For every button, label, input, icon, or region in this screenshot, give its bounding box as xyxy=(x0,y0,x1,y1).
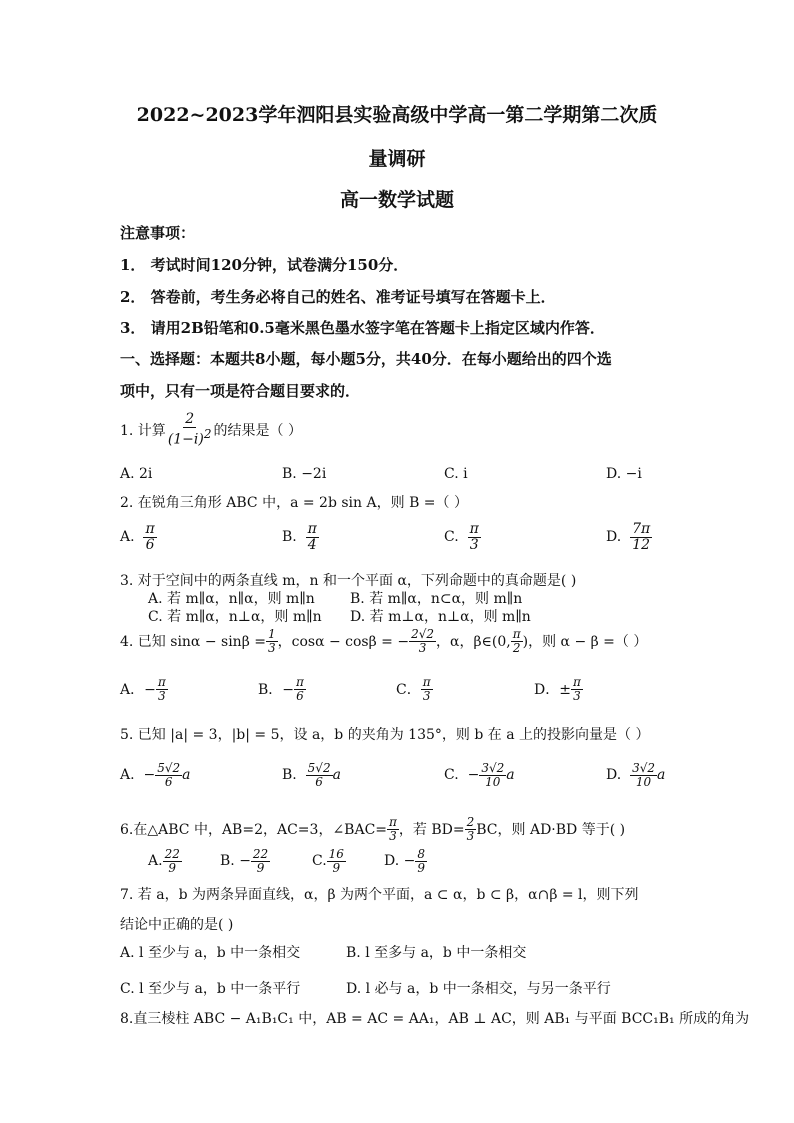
q2-b-fraction xyxy=(306,522,319,552)
q4-frac1-den: 3 xyxy=(267,640,276,655)
q4-a-den: 3 xyxy=(157,688,166,703)
q2-option-b xyxy=(282,522,319,552)
q6-part1: 6.在△ABC 中，AB=2，AC=3，∠BAC= xyxy=(120,822,388,839)
exam-title-line2: 量调研 xyxy=(368,148,426,170)
q5-d-num: 3√2 xyxy=(632,761,656,775)
q5-b-num: 5√2 xyxy=(307,761,331,775)
q2-c-letter: C. xyxy=(444,529,459,546)
q2-c-num: π xyxy=(469,521,479,537)
q4-option-a xyxy=(120,676,168,702)
q7-option-c: C. l 至少与 a，b 中一条平行 xyxy=(120,981,301,997)
q4-option-b xyxy=(258,676,306,702)
q4-b-fraction xyxy=(294,676,306,702)
q6-frac1 xyxy=(387,816,399,842)
q6-option-a xyxy=(148,848,182,874)
q1-suffix: 的结果是（ ） xyxy=(213,422,302,439)
q5-option-d xyxy=(606,762,665,788)
q6-b-den: 9 xyxy=(256,860,265,875)
q5-c-vector: a xyxy=(506,767,515,784)
q6-a-letter: A. xyxy=(148,853,163,870)
question-3: 3. 对于空间中的两条直线 m，n 和一个平面 α，下列命题中的真命题是( ) xyxy=(120,573,577,589)
q2-a-den: 6 xyxy=(145,536,155,553)
q2-a-letter: A. xyxy=(120,529,135,546)
q1-frac-den: (1−i) xyxy=(167,431,204,448)
question-1 xyxy=(120,412,302,447)
q6-frac2-den: 3 xyxy=(466,828,475,843)
q2-b-num: π xyxy=(307,521,317,537)
q2-c-den: 3 xyxy=(469,536,479,553)
question-6 xyxy=(120,816,625,842)
notes-heading: 注意事项： xyxy=(120,224,196,242)
q2-c-fraction xyxy=(468,522,481,552)
q4-c-den: 3 xyxy=(422,688,431,703)
q6-c-num: 16 xyxy=(328,847,344,861)
q5-c-fraction xyxy=(479,762,506,788)
q4-d-den: 3 xyxy=(573,688,581,703)
q4-part3: ，α，β∈(0, xyxy=(436,634,511,651)
section-heading-line1: 一、选择题：本题共8小题，每小题5分，共40分．在每小题给出的四个选 xyxy=(120,350,612,368)
q1-fraction xyxy=(166,412,214,447)
q6-d-den: 9 xyxy=(417,860,425,875)
q6-d-num: 8 xyxy=(417,847,425,861)
q5-d-den: 10 xyxy=(635,774,652,789)
note-item: 1． 考试时间120分钟，试卷满分150分． xyxy=(120,256,409,274)
q6-c-fraction xyxy=(327,848,346,874)
q3-option-c: C. 若 m∥α，n⊥α，则 m∥n xyxy=(148,609,322,625)
q2-d-den: 12 xyxy=(632,536,651,553)
question-5: 5. 已知 |a| = 3，|b| = 5，设 a，b 的夹角为 135°，则 b 在 a 上的投影向量是（ ） xyxy=(120,727,650,743)
q6-d-letter: D. − xyxy=(384,853,416,870)
q4-frac3-num: π xyxy=(512,627,521,641)
q5-option-a xyxy=(120,762,190,788)
q6-option-b xyxy=(220,848,270,874)
q7-option-a: A. l 至少与 a，b 中一条相交 xyxy=(120,945,301,961)
section-heading-line2: 项中，只有一项是符合题目要求的． xyxy=(120,382,361,400)
q4-frac2-num: 2√2 xyxy=(411,627,434,641)
q6-part2: ，若 BD= xyxy=(398,822,465,839)
q4-a-num: π xyxy=(157,675,166,689)
q2-d-num: 7π xyxy=(632,521,651,537)
q1-frac-den-wrap xyxy=(166,428,214,447)
q4-a-letter: A．− xyxy=(120,682,156,699)
q4-d-letter: D．± xyxy=(534,682,571,699)
q5-c-num: 3√2 xyxy=(481,761,505,775)
q4-part2: ，cosα − cosβ = − xyxy=(277,634,410,651)
q6-frac1-den: 3 xyxy=(389,828,397,843)
q6-a-fraction xyxy=(163,848,182,874)
q6-a-den: 9 xyxy=(168,860,177,875)
q1-option-c: C. i xyxy=(444,466,468,482)
q4-c-fraction xyxy=(421,676,433,702)
q2-option-c xyxy=(444,522,481,552)
q3-option-a: A. 若 m∥α，n∥α，则 m∥n xyxy=(148,591,315,607)
q5-c-den: 10 xyxy=(485,774,501,789)
q4-option-d xyxy=(534,676,583,702)
q4-c-num: π xyxy=(422,675,431,689)
q5-option-b xyxy=(282,762,341,788)
q4-option-c xyxy=(396,676,433,702)
q5-b-den: 6 xyxy=(315,774,323,789)
q7-option-d: D. l 必与 a，b 中一条相交，与另一条平行 xyxy=(346,981,611,997)
q1-option-a: A. 2i xyxy=(120,466,153,482)
question-7-line2: 结论中正确的是( ) xyxy=(120,917,234,933)
q6-a-num: 22 xyxy=(164,847,180,861)
q6-d-fraction xyxy=(415,848,427,874)
q5-b-letter: B. xyxy=(282,767,297,784)
question-7-line1: 7. 若 a，b 为两条异面直线，α，β 为两个平面，a ⊂ α，b ⊂ β，α∩β = l，则下列 xyxy=(120,887,639,903)
q6-c-letter: C. xyxy=(312,853,327,870)
q4-part1: 4. 已知 sinα − sinβ = xyxy=(120,634,266,651)
q5-b-fraction xyxy=(306,762,333,788)
q6-option-c xyxy=(312,848,346,874)
q5-a-sign: − xyxy=(143,767,156,784)
q2-d-letter: D. xyxy=(606,529,622,546)
q2-b-den: 4 xyxy=(307,536,317,553)
q6-frac2-num: 2 xyxy=(466,815,475,829)
q4-frac3-den: 2 xyxy=(512,640,521,655)
question-2: 2. 在锐角三角形 ABC 中，a = 2b sin A，则 B =（ ） xyxy=(120,495,468,511)
note-item: 3． 请用2B铅笔和0.5毫米黑色墨水签字笔在答题卡上指定区域内作答． xyxy=(120,319,605,337)
q5-d-fraction xyxy=(630,762,657,788)
q2-option-d xyxy=(606,522,652,552)
q6-option-d xyxy=(384,848,427,874)
q4-b-num: π xyxy=(296,675,304,689)
q6-b-letter: B. − xyxy=(220,853,251,870)
q1-option-b: B. −2i xyxy=(282,466,327,482)
q4-a-fraction xyxy=(156,676,168,702)
note-item: 2． 答卷前，考生务必将自己的姓名、准考证号填写在答题卡上． xyxy=(120,288,556,306)
q4-frac2-den: 3 xyxy=(418,640,427,655)
q2-d-fraction xyxy=(630,522,652,552)
q4-frac2 xyxy=(409,628,436,654)
q4-part4: )，则 α − β =（ ） xyxy=(522,634,648,651)
q5-b-vector: a xyxy=(332,767,341,784)
q1-prefix: 1. 计算 xyxy=(120,422,166,439)
q1-exponent: 2 xyxy=(203,426,212,441)
q1-frac-num: 2 xyxy=(185,411,195,427)
q4-d-fraction xyxy=(571,676,583,702)
q4-frac3 xyxy=(511,628,523,654)
q4-b-den: 6 xyxy=(296,688,304,703)
q2-a-num: π xyxy=(145,521,155,537)
q5-option-c xyxy=(444,762,515,788)
q6-frac1-num: π xyxy=(389,815,397,829)
q2-a-fraction xyxy=(143,522,156,552)
q7-option-b: B. l 至多与 a，b 中一条相交 xyxy=(346,945,527,961)
q4-d-num: π xyxy=(572,675,581,689)
q4-c-letter: C． xyxy=(396,682,421,699)
q5-a-num: 5√2 xyxy=(157,761,181,775)
q4-frac1 xyxy=(266,628,278,654)
q6-c-den: 9 xyxy=(332,860,341,875)
q5-a-letter: A. xyxy=(120,767,135,784)
q1-option-d: D. −i xyxy=(606,466,642,482)
q4-frac1-num: 1 xyxy=(267,627,276,641)
q2-b-letter: B. xyxy=(282,529,297,546)
q6-b-fraction xyxy=(251,848,270,874)
q5-a-den: 6 xyxy=(164,774,173,789)
q5-c-letter: C. xyxy=(444,767,459,784)
q5-a-vector: a xyxy=(182,767,191,784)
exam-title-line1: 2022~2023学年泗阳县实验高级中学高一第二学期第二次质 xyxy=(136,104,658,126)
exam-subtitle: 高一数学试题 xyxy=(339,189,454,211)
q5-d-vector: a xyxy=(657,767,666,784)
q6-part3: BC，则 AD·BD 等于( ) xyxy=(476,822,626,839)
q3-option-b: B. 若 m∥α，n⊂α，则 m∥n xyxy=(350,591,523,607)
q4-b-letter: B．− xyxy=(258,682,295,699)
q3-option-d: D. 若 m⊥α，n⊥α，则 m∥n xyxy=(350,609,531,625)
question-8: 8.直三棱柱 ABC − A₁B₁C₁ 中，AB = AC = AA₁，AB ⊥ AC，则 AB₁ 与平面 BCC₁B₁ 所成的角为 xyxy=(120,1011,750,1027)
q2-option-a xyxy=(120,522,157,552)
q5-d-letter: D. xyxy=(606,767,622,784)
question-4 xyxy=(120,628,647,654)
q5-a-fraction xyxy=(155,762,182,788)
q5-c-sign: − xyxy=(467,767,480,784)
q6-b-num: 22 xyxy=(252,847,269,861)
q6-frac2 xyxy=(465,816,477,842)
